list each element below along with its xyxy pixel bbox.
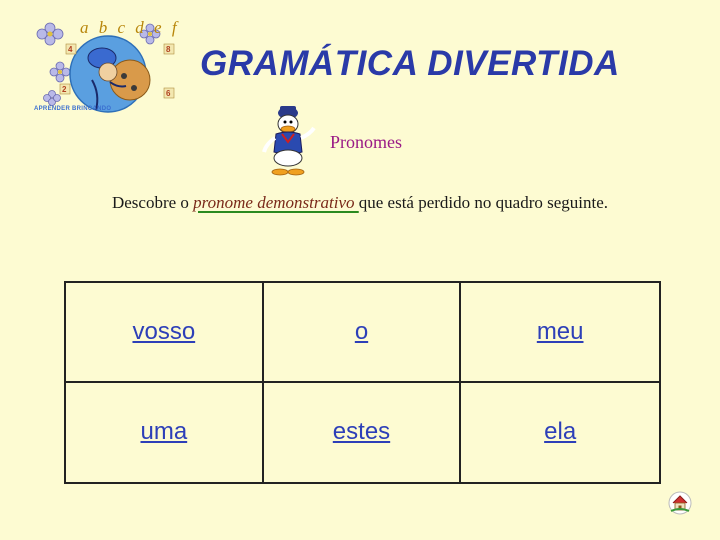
grid-cell (264, 283, 462, 383)
logo-number: 2 (62, 85, 67, 94)
logo-number: 4 (68, 45, 73, 54)
word-option-estes[interactable]: estes (332, 418, 391, 446)
word-option-meu[interactable]: meu (536, 317, 584, 345)
word-option-o[interactable]: o (354, 317, 369, 345)
app-logo (30, 14, 180, 118)
instruction-emphasis: pronome demonstrativo (193, 193, 359, 212)
duck-mascot-icon (258, 104, 318, 178)
instruction-after: que está perdido no quadro seguinte. (358, 193, 609, 212)
logo-alphabet-text: a b c d e f (80, 18, 180, 37)
grid-cell (66, 383, 264, 483)
home-button[interactable] (668, 491, 692, 515)
instruction-before: Descobre o (111, 193, 194, 212)
grid-cell (461, 383, 659, 483)
word-grid (64, 281, 661, 484)
grid-cell (461, 283, 659, 383)
word-option-uma[interactable]: uma (140, 418, 188, 446)
logo-caption: APRENDER BRINCANDO (34, 106, 112, 112)
logo-number: 8 (166, 45, 171, 54)
instruction-text (0, 193, 720, 213)
grid-cell (264, 383, 462, 483)
word-option-ela[interactable]: ela (544, 418, 577, 446)
grid-cell (66, 283, 264, 383)
logo-number: 6 (166, 89, 171, 98)
word-option-vosso[interactable]: vosso (132, 317, 196, 345)
home-icon (668, 491, 692, 515)
section-subtitle: Pronomes (330, 132, 402, 152)
page-title: GRAMÁTICA DIVERTIDA (200, 44, 620, 83)
